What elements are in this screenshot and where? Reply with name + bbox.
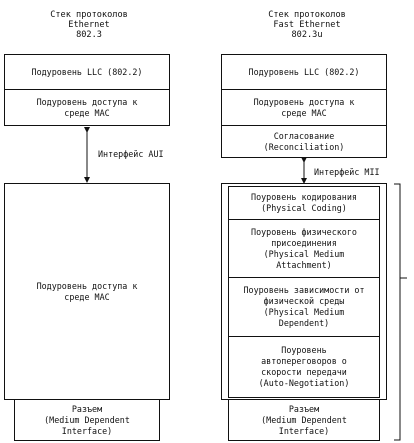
right-stack-heading: Стек протоколов Fast Ethernet 802.3u bbox=[268, 10, 346, 40]
left-llc-label: Подуровень LLC (802.2) bbox=[31, 66, 143, 77]
right-mac-label: Подуровень доступа к среде MAC bbox=[253, 96, 355, 118]
left-mac-big-label: Подуровень доступа к среде MAC bbox=[36, 280, 138, 302]
left-connector-label: Разъем (Medium Dependent Interface) bbox=[44, 403, 130, 436]
mii-interface-label: Интерфейс MII bbox=[314, 167, 380, 177]
aui-interface-label: Интерфейс AUI bbox=[98, 149, 164, 159]
right-connector-label: Разъем (Medium Dependent Interface) bbox=[261, 403, 347, 436]
pma-label: Поуровень физического присоединения (Physical Medium Attachment) bbox=[251, 226, 357, 270]
left-mac-top-label: Подуровень доступа к среде MAC bbox=[36, 96, 138, 118]
pmd-label: Поуровень зависимости от физической среды (Physical Medium Dependent) bbox=[243, 285, 365, 328]
autoneg-label: Поуровень автопереговоров о скорости передачи (Auto-Negotiation) bbox=[258, 345, 350, 388]
right-llc-label: Подуровень LLC (802.2) bbox=[248, 66, 360, 77]
physical-coding-label: Поуровень кодирования (Physical Coding) bbox=[251, 192, 357, 213]
left-stack-heading: Стек протоколов Ethernet 802.3 bbox=[50, 10, 128, 40]
reconciliation-label: Согласование (Reconciliation) bbox=[263, 130, 345, 152]
phy-bracket bbox=[394, 184, 400, 440]
